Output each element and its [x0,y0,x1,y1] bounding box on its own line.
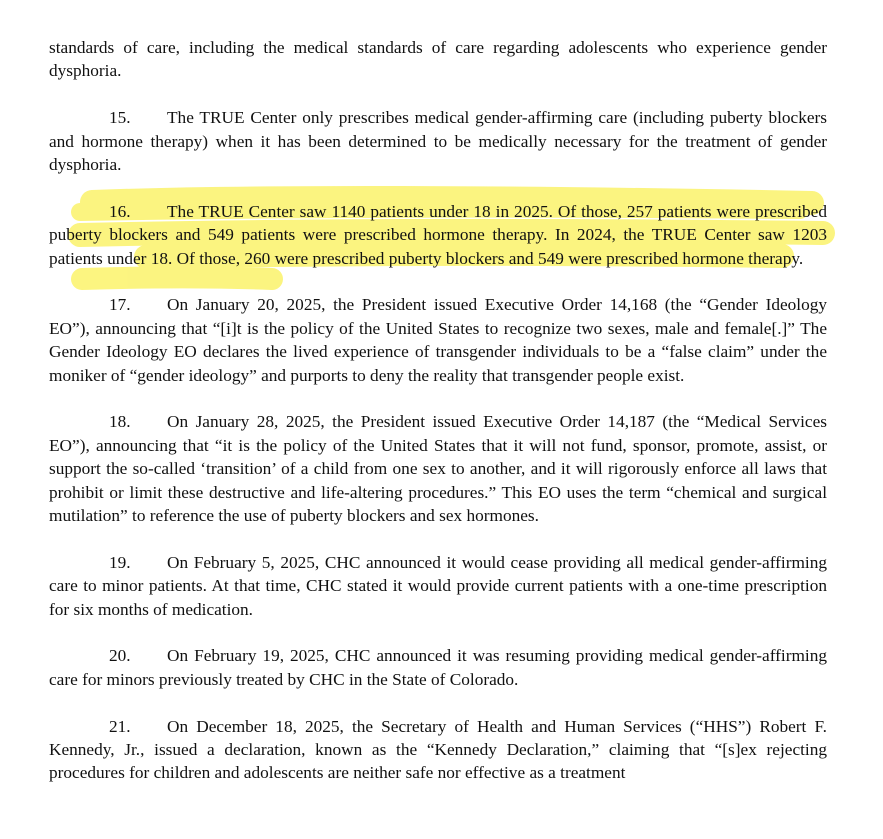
paragraph-number: 15. [109,108,131,128]
paragraph-number: 19. [109,552,131,572]
paragraph-number: 20. [109,646,131,666]
paragraph-text: On February 19, 2025, CHC announced it was resuming providing medical gender-affirming care for minors previously treated by CHC in the State of Colorado. [49,646,827,689]
paragraph-17 [49,293,827,387]
paragraph-21 [49,715,827,785]
paragraph-20 [49,644,827,691]
paragraph-text: On January 28, 2025, the President issued Executive Order 14,187 (the “Medical Services EO”), announcing that “it is the policy of the United States that it will not fund, sponsor, promote, assist, or support the so-called ‘transition’ of a child from one sex to another, and it will rigorously enforce all laws that prohibit or limit these destructive and life-altering procedures.” This EO uses the term “chemical and surgical mutilation” to reference the use of puberty blockers and sex hormones. [49,412,827,526]
paragraph-18 [49,410,827,527]
paragraph-text: standards of care, including the medical standards of care regarding adolescents who experience gender dysphoria. [49,38,827,81]
paragraph-19 [49,551,827,621]
continuation-paragraph [49,36,827,83]
paragraph-text: On December 18, 2025, the Secretary of Health and Human Services (“HHS”) Robert F. Kennedy, Jr., issued a declaration, known as the “Kennedy Declaration,” claiming that “[s]ex rejecting procedures for children and adolescents are neither safe nor effective as a treatment [49,716,827,783]
paragraph-number: 21. [109,716,131,736]
paragraph-number: 16. [109,201,131,221]
paragraph-text: On January 20, 2025, the President issued Executive Order 14,168 (the “Gender Ideology EO”), announcing that “[i]t is the policy of the United States to recognize two sexes, male and female[.]” The Gender Ideology EO declares the lived experience of transgender individuals to be a “false claim” under the moniker of “gender ideology” and purports to deny the reality that transgender people exist. [49,295,827,385]
paragraph-text: The TRUE Center only prescribes medical gender-affirming care (including puberty blockers and hormone therapy) when it has been determined to be medically necessary for the treatment of gender dysphoria. [49,108,827,175]
paragraph-text: The TRUE Center saw 1140 patients under 18 in 2025. Of those, 257 patients were prescribed puberty blockers and 549 patients were prescribed hormone therapy. In 2024, the TRUE Center saw 1203 patients under 18. Of those, 260 were prescribed puberty blockers and 549 were prescribed hormone therapy. [49,201,827,268]
paragraph-number: 18. [109,412,131,432]
document-page [49,36,827,808]
paragraph-number: 17. [109,295,131,315]
paragraph-15 [49,106,827,176]
paragraph-text: On February 5, 2025, CHC announced it would cease providing all medical gender-affirming care to minor patients. At that time, CHC stated it would provide current patients with a one-time prescription for six months of medication. [49,552,827,619]
paragraph-16-highlighted [49,200,827,270]
